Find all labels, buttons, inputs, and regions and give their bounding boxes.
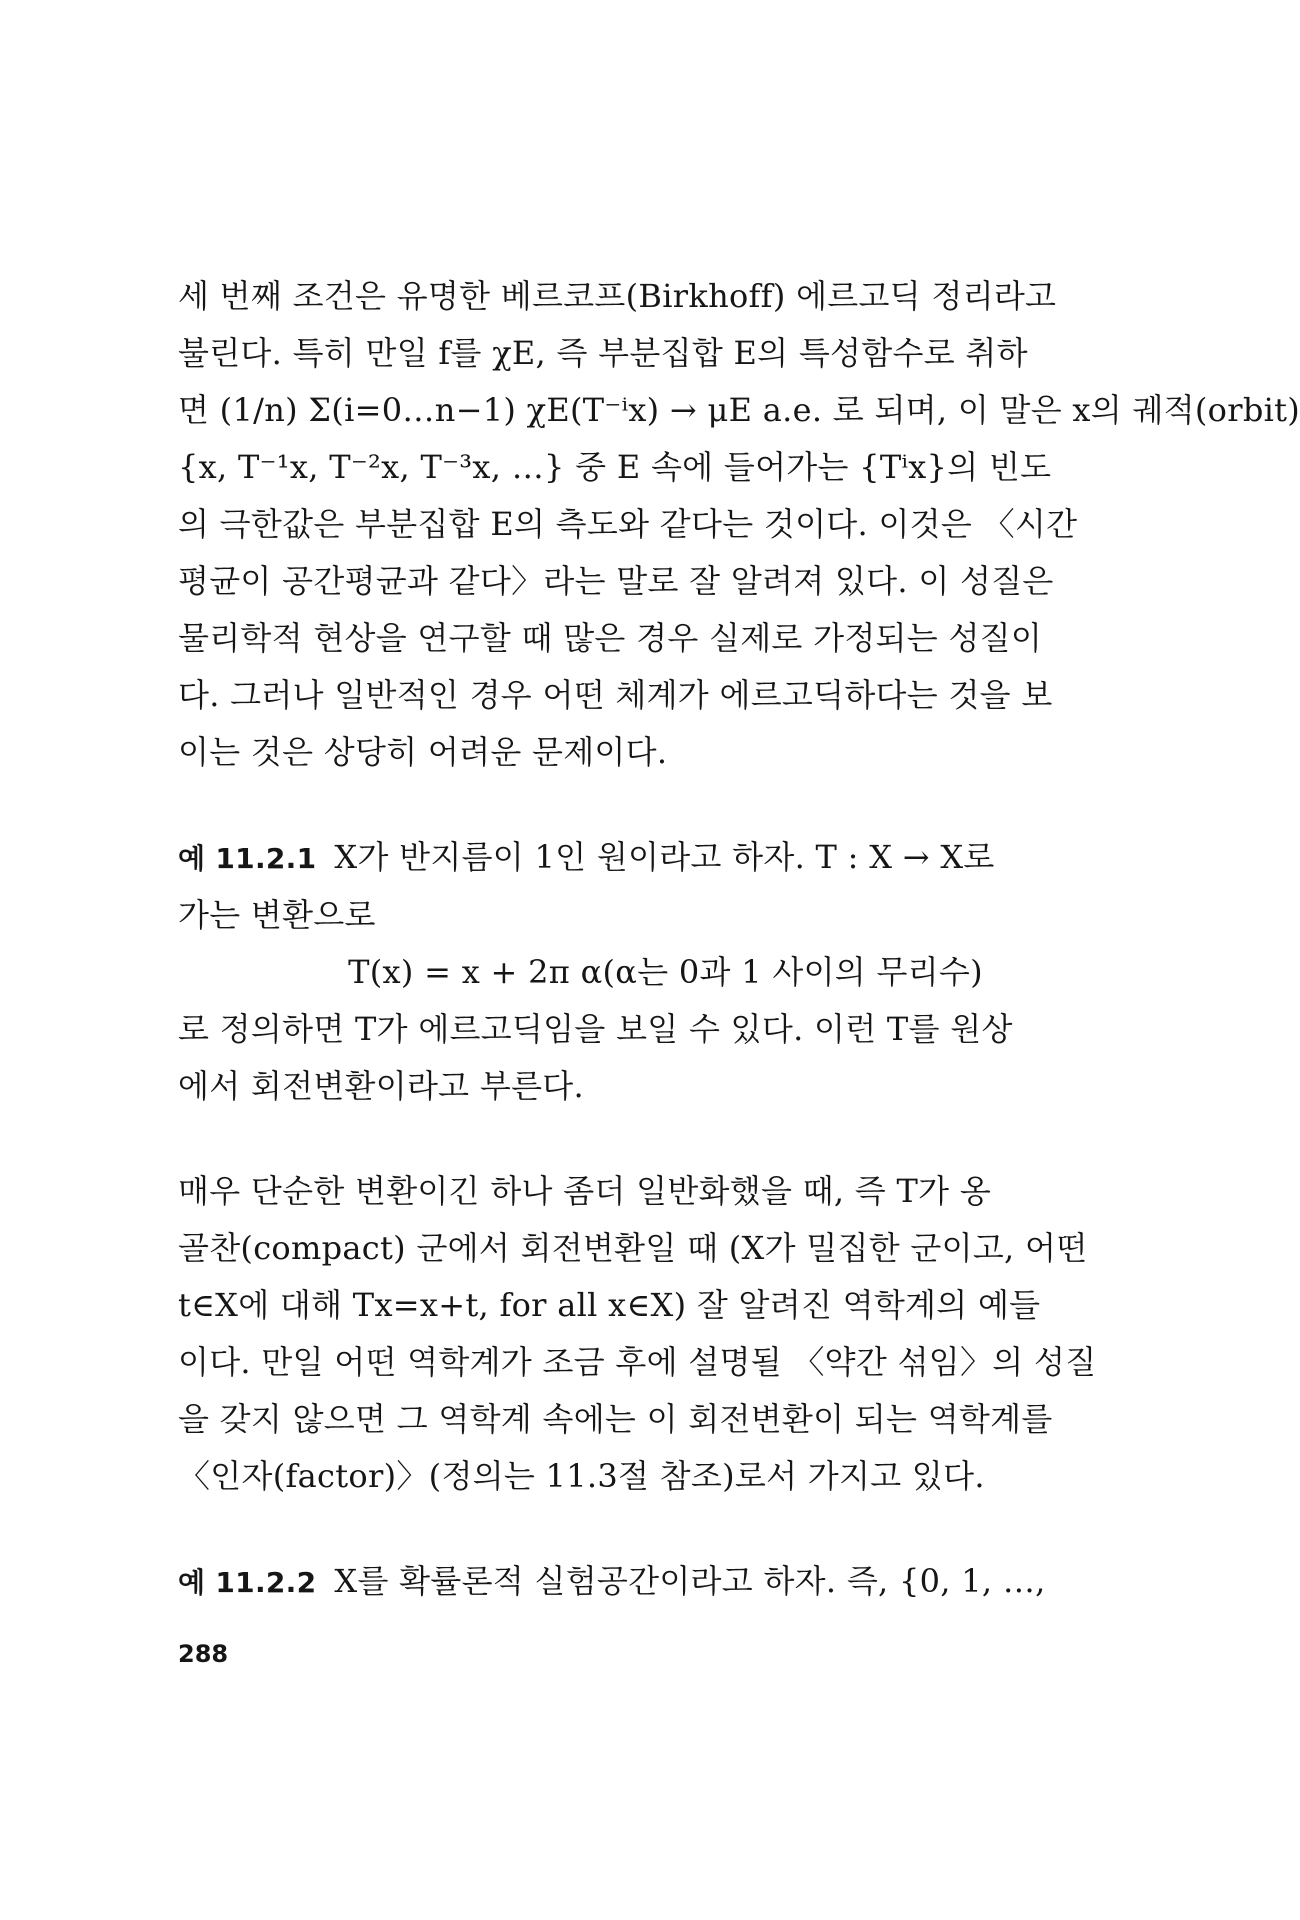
text-line: 평균이 공간평균과 같다〉라는 말로 잘 알려져 있다. 이 성질은 <box>178 562 1054 600</box>
example-label: 예 11.2.2 <box>178 1566 317 1599</box>
text-line: 물리학적 현상을 연구할 때 많은 경우 실제로 가정되는 성질이 <box>178 619 1043 657</box>
text-line: 을 갖지 않으면 그 역학계 속에는 이 회전변환이 되는 역학계를 <box>178 1400 1053 1438</box>
example-label: 예 11.2.1 <box>178 842 317 875</box>
text-line: 이는 것은 상당히 어려운 문제이다. <box>178 733 668 771</box>
text-line-formula: 면 (1/n) Σ(i=0…n−1) χE(T⁻ⁱx) → μE a.e. 로 되며, 이 말은 x의 궤적(orbit) <box>178 391 1300 429</box>
text-block <box>178 268 1300 1611</box>
text-line: t∈X에 대해 Tx=x+t, for all x∈X) 잘 알려진 역학계의 예들 <box>178 1286 1041 1324</box>
text-line: {x, T⁻¹x, T⁻²x, T⁻³x, …} 중 E 속에 들어가는 {Tⁱx}의 빈도 <box>178 448 1052 486</box>
example-text: X가 반지름이 1인 원이라고 하자. T : X → X로 <box>334 838 995 876</box>
text-line: 세 번째 조건은 유명한 베르코프(Birkhoff) 에르고딕 정리라고 <box>178 277 1057 315</box>
text-line: 이다. 만일 어떤 역학계가 조금 후에 설명될 〈약간 섞임〉의 성질 <box>178 1343 1097 1381</box>
display-formula: T(x) = x + 2π α(α는 0과 1 사이의 무리수) <box>348 953 983 991</box>
text-line: 가는 변환으로 <box>178 896 376 934</box>
text-line: 불린다. 특히 만일 f를 χE, 즉 부분집합 E의 특성함수로 취하 <box>178 334 1028 372</box>
paragraph-birkhoff-theorem <box>178 268 1300 781</box>
text-line <box>178 829 1153 887</box>
page-number: 288 <box>178 1640 229 1668</box>
text-line: 에서 회전변환이라고 부른다. <box>178 1067 584 1105</box>
text-line: 의 극한값은 부분집합 E의 측도와 같다는 것이다. 이것은 〈시간 <box>178 505 1078 543</box>
example-11-2-1 <box>178 829 1153 1115</box>
text-line: 〈인자(factor)〉(정의는 11.3절 참조)로서 가지고 있다. <box>178 1457 985 1495</box>
text-line: 로 정의하면 T가 에르고딕임을 보일 수 있다. 이런 T를 원상 <box>178 1010 1013 1048</box>
text-line <box>178 1553 1153 1611</box>
text-line: 다. 그러나 일반적인 경우 어떤 체계가 에르고딕하다는 것을 보 <box>178 676 1053 714</box>
paragraph-rotation-compact-group <box>178 1163 1153 1505</box>
text-line: 매우 단순한 변환이긴 하나 좀더 일반화했을 때, 즉 T가 옹 <box>178 1172 992 1210</box>
text-line: 골찬(compact) 군에서 회전변환일 때 (X가 밀집한 군이고, 어떤 <box>178 1229 1088 1267</box>
example-11-2-2 <box>178 1553 1153 1611</box>
example-text: X를 확률론적 실험공간이라고 하자. 즉, {0, 1, …, <box>334 1562 1046 1600</box>
